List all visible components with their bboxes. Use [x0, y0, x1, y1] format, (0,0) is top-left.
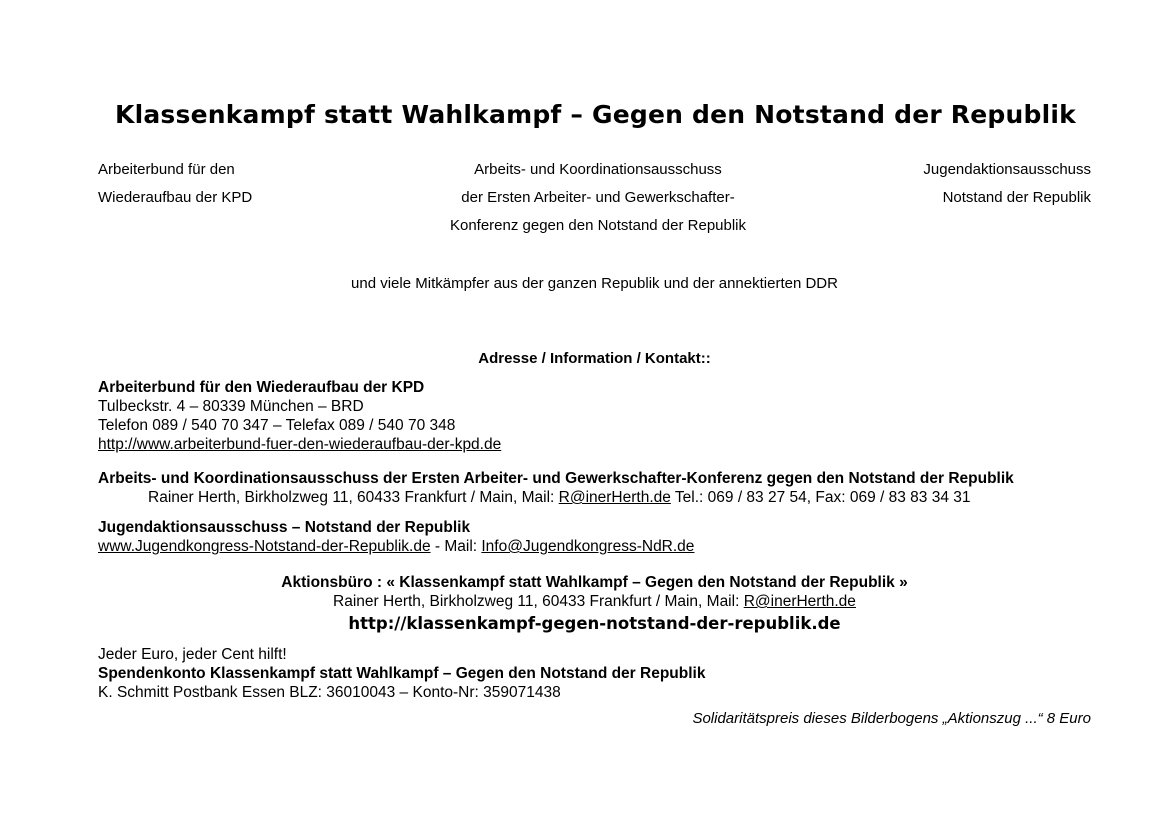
kpd-address: Tulbeckstr. 4 – 80339 München – BRD [98, 398, 364, 415]
org-jugend-line: Notstand der Republik [942, 189, 1091, 206]
org-jugend [923, 160, 1091, 216]
jugend-name: Jugendaktionsausschuss – Notstand der Republik [98, 519, 471, 536]
aktion-website-link[interactable]: http://klassenkampf-gegen-notstand-der-republik.de [348, 614, 841, 633]
donation-account-title: Spendenkonto Klassenkampf statt Wahlkampf – Gegen den Notstand der Republik [98, 665, 706, 682]
org-kpd-line: Arbeiterbund für den [98, 161, 235, 178]
aka-name: Arbeits- und Koordinationsausschuss der Ersten Arbeiter- und Gewerkschafter-Konferenz gegen den Notstand der Republik [98, 470, 1014, 487]
donation-block [98, 645, 705, 702]
donation-account-details: K. Schmitt Postbank Essen BLZ: 36010043 – Konto-Nr: 359071438 [98, 684, 561, 701]
organizations-row [98, 160, 1091, 240]
aka-contact-block [98, 469, 1014, 507]
aktion-address-line [0, 593, 1169, 611]
kpd-phone: Telefon 089 / 540 70 347 – Telefax 089 / 540 70 348 [98, 417, 456, 434]
aka-mail-link[interactable]: R@inerHerth.de [558, 489, 671, 506]
jugend-mail-link[interactable]: Info@Jugendkongress-NdR.de [481, 538, 695, 555]
allies-line: und viele Mitkämpfer aus der ganzen Republik und der annektierten DDR [351, 275, 838, 292]
org-kpd [98, 160, 252, 216]
org-aka-line: Arbeits- und Koordinationsausschuss [474, 161, 722, 178]
org-jugend-line: Jugendaktionsausschuss [923, 161, 1091, 178]
kpd-website-link[interactable]: http://www.arbeiterbund-fuer-den-wiederaufbau-der-kpd.de [98, 436, 502, 453]
contact-heading: Adresse / Information / Kontakt:: [478, 350, 711, 367]
aka-address: Rainer Herth, Birkholzweg 11, 60433 Frankfurt / Main, Mail: [148, 489, 555, 506]
jugend-mail-label: - Mail: [430, 538, 482, 555]
aktion-heading: Aktionsbüro : « Klassenkampf statt Wahlkampf – Gegen den Notstand der Republik » [281, 574, 908, 591]
aka-phone-fax: Tel.: 069 / 83 27 54, Fax: 069 / 83 83 34 31 [674, 489, 971, 506]
jugend-website-link[interactable]: www.Jugendkongress-Notstand-der-Republik.de [98, 538, 431, 555]
aktion-mail-link[interactable]: R@inerHerth.de [743, 593, 856, 610]
org-kpd-line: Wiederaufbau der KPD [98, 189, 253, 206]
kpd-contact-block [98, 378, 501, 454]
price-note: Solidaritätspreis dieses Bilderbogens „Aktionszug ...“ 8 Euro [692, 710, 1091, 727]
aktion-address: Rainer Herth, Birkholzweg 11, 60433 Frankfurt / Main, Mail: [333, 593, 740, 610]
kpd-name: Arbeiterbund für den Wiederaufbau der KPD [98, 379, 425, 396]
jugend-contact-block [98, 518, 694, 556]
jugend-links-line [98, 537, 694, 556]
aka-address-line [98, 488, 1014, 507]
org-aka [433, 160, 763, 244]
org-aka-line: Konferenz gegen den Notstand der Republik [449, 217, 747, 234]
page-title: Klassenkampf statt Wahlkampf – Gegen den Notstand der Republik [115, 100, 1076, 129]
donation-appeal: Jeder Euro, jeder Cent hilft! [98, 646, 287, 663]
org-aka-line: der Ersten Arbeiter- und Gewerkschafter- [461, 189, 735, 206]
